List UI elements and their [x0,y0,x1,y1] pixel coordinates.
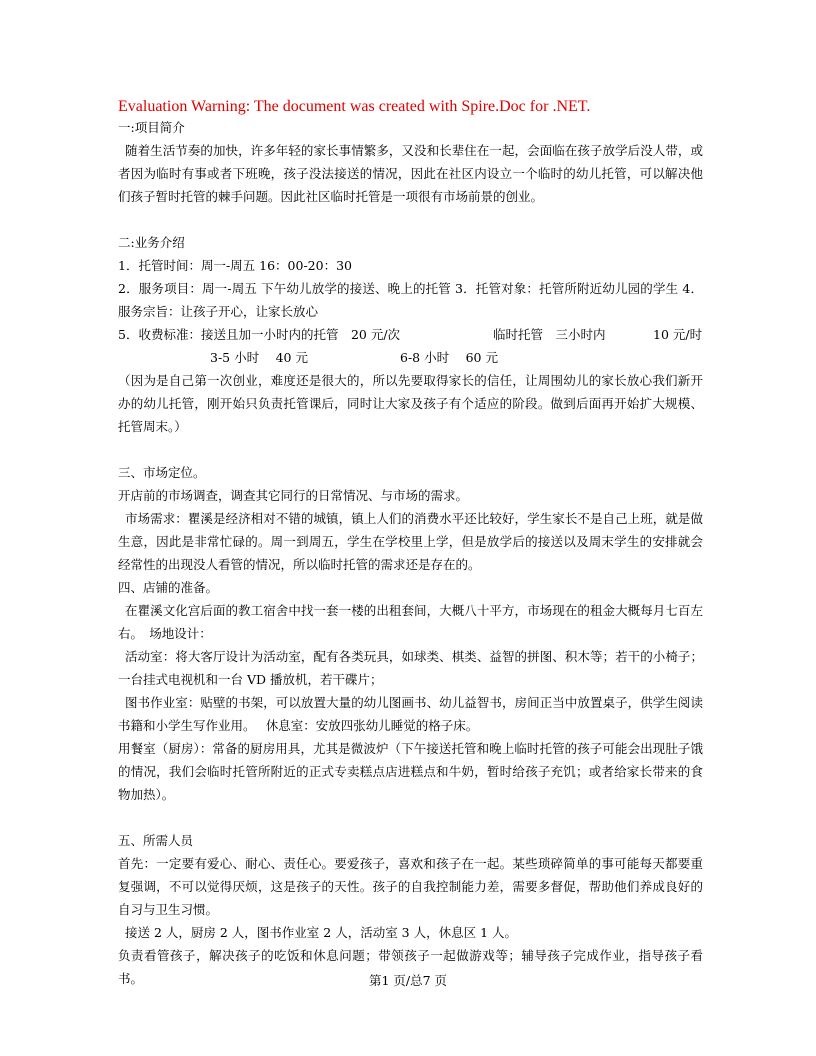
shop-paragraph-2: 活动室：将大客厅设计为活动室，配有各类玩具，如球类、棋类、益智的拼图、积木等；若干的小椅子；一台挂式电视机和一台 VD 播放机，若干碟片； [118,649,703,687]
staff-paragraph-1: 首先：一定要有爱心、耐心、责任心。要爱孩子，喜欢和孩子在一起。某些琐碎简单的事可能每天都要重复强调，不可以觉得厌烦，这是孩子的天性。孩子的自我控制能力差，需要多督促，帮助他们养成良好的自习与卫生习惯。 [118,856,703,917]
fee-temporary-rate: 10 元/时 [653,327,703,342]
fee-6-8-hours: 6-8 小时 60 元 [400,350,498,365]
business-item-services: 2．服务项目：周一-周五 下午幼儿放学的接送、晚上的托管 3．托管对象：托管所附近幼儿园的学生 4．服务宗旨：让孩子开心，让家长放心 [118,281,703,319]
shop-paragraph-3: 图书作业室：贴壁的书架，可以放置大量的幼儿图画书、幼儿益智书，房间正当中放置桌子，供学生阅读书籍和小学生写作业用。 休息室：安放四张幼儿睡觉的格子床。 [118,695,703,733]
business-heading: 二:业务介绍 [118,235,185,250]
intro-heading: 一:项目简介 [118,120,185,135]
shop-paragraph-4: 用餐室（厨房）：常备的厨房用具，尤其是微波炉（下午接送托管和晚上临时托管的孩子可能会出现肚子饿的情况，我们会临时托管所附近的正式专卖糕点店进糕点和牛奶，暂时给孩子充饥；或者给家长带来的食物加热）。 [118,741,703,802]
document-page [118,97,703,990]
fee-row-2 [118,346,703,369]
shop-paragraph-1: 在瞿溪文化宫后面的教工宿舍中找一套一楼的出租套间，大概八十平方，市场现在的租金大概每月七百左右。 场地设计： [118,603,703,641]
shop-heading: 四、店铺的准备。 [118,580,219,595]
fee-escort: 5．收费标准：接送且加一小时内的托管 20 元/次 [118,327,401,342]
market-paragraph-1: 开店前的市场调查，调查其它同行的日常情况、与市场的需求。 [118,488,469,503]
market-heading: 三、市场定位。 [118,465,206,480]
staff-paragraph-2: 接送 2 人，厨房 2 人，图书作业室 2 人，活动室 3 人，休息区 1 人。 [125,925,517,940]
page-number: 第1 页/总7 页 [368,973,448,988]
market-paragraph-2: 市场需求：瞿溪是经济相对不错的城镇，镇上人们的消费水平还比较好，学生家长不是自己上班，就是做生意，因此是非常忙碌的。周一到周五，学生在学校里上学，但是放学后的接送以及周末学生的安排就会经常性的出现没人看管的情况，所以临时托管的需求还是存在的。 [118,511,703,572]
intro-paragraph: 随着生活节奏的加快，许多年轻的家长事情繁多，又没和长辈住在一起，会面临在孩子放学后没人带，或者因为临时有事或者下班晚，孩子没法接送的情况，因此在社区内设立一个临时的幼儿托管，可以解决他们孩子暂时托管的棘手问题。因此社区临时托管是一项很有市场前景的创业。 [118,143,703,204]
fee-row-1 [118,323,703,346]
fee-3-5-hours: 3-5 小时 40 元 [210,350,308,365]
business-item-time: 1．托管时间：周一-周五 16：00-20：30 [118,258,352,273]
fee-temporary: 临时托管 三小时内 [493,327,606,342]
evaluation-warning: Evaluation Warning: The document was created with Spire.Doc for .NET. [118,98,591,115]
staff-heading: 五、所需人员 [118,833,194,848]
staff-paragraph-3: 负责看管孩子，解决孩子的吃饭和休息问题；带领孩子一起做游戏等；辅导孩子完成作业，指导孩子看书。 [118,948,703,986]
business-note: （因为是自己第一次创业，难度还是很大的，所以先要取得家长的信任，让周围幼儿的家长放心我们新开办的幼儿托管，刚开始只负责托管课后，同时让大家及孩子有个适应的阶段。做到后面再开始扩大规模、托管周末。） [118,373,703,434]
